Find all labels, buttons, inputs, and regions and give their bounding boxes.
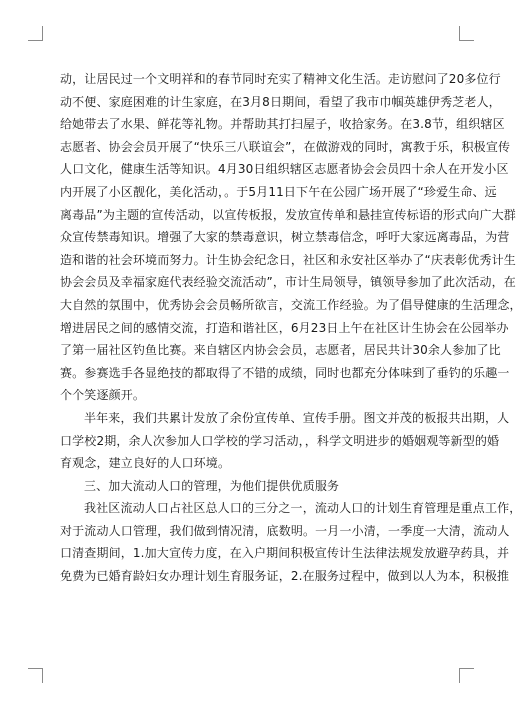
text-line: 赛。参赛选手各显绝技的都取得了不错的成绩，同时也都充分体味到了垂钓的乐趣一: [60, 365, 510, 380]
text-line: 三、加大流动人口的管理，为他们提供优质服务: [84, 478, 340, 493]
text-line: 动不便、家庭困难的计生家庭，在3月8日期间，看望了我市巾帼英雄伊秀芝老人，: [60, 94, 501, 109]
text-line: 众宣传禁毒知识。增强了大家的禁毒意识，树立禁毒信念，呼吁大家远离毒品，为营: [60, 230, 510, 245]
body-text: [60, 68, 522, 588]
text-line: 个个笑逐颜开。: [60, 388, 146, 403]
text-line: 内开展了小区靓化，美化活动，。于5月11日下午在公园广场开展了“珍爱生命、远: [60, 184, 497, 199]
text-line: 口清查期间，1.加大宣传力度，在入户期间积极宣传计生法律法规发放避孕药具，并: [60, 546, 510, 561]
text-line: 我社区流动人口占社区总人口的三分之一，流动人口的计划生育管理是重点工作，: [84, 501, 522, 516]
crop-mark-top-right: [459, 26, 474, 41]
text-line: 半年来，我们共累计发放了余份宣传单、宣传手册。图文并茂的板报共出期，人: [84, 410, 510, 425]
text-line: 增进居民之间的感情交流，打造和谐社区，6月23日上午在社区计生协会在公园举办: [60, 320, 509, 335]
text-line: 离毒品”为主题的宣传活动，以宣传板报，发放宣传单和悬挂宣传标语的形式向广大群: [60, 207, 516, 222]
text-line: 了第一届社区钓鱼比赛。来自辖区内协会会员，志愿者，居民共计30余人参加了比: [60, 343, 501, 358]
text-line: 志愿者、协会会员开展了“快乐三八联谊会”，在做游戏的同时，寓教于乐，积极宣传: [60, 139, 511, 154]
text-line: 育观念，建立良好的人口环境。: [60, 456, 231, 471]
crop-mark-top-left: [28, 26, 43, 41]
text-line: 人口文化，健康生活等知识。4月30日组织辖区志愿者协会会员四十余人在开发小区: [60, 162, 509, 177]
text-line: 动，让居民过一个文明祥和的春节同时充实了精神文化生活。走访慰问了20多位行: [60, 72, 501, 86]
crop-mark-bottom-left: [28, 668, 43, 683]
crop-mark-bottom-right: [459, 668, 474, 683]
text-line: 口学校2期，余人次参加人口学校的学习活动，，科学文明进步的婚姻观等新型的婚: [60, 433, 500, 448]
text-line: 免费为已婚育龄妇女办理计划生育服务证，2.在服务过程中，做到以人为本，积极推: [60, 569, 510, 584]
text-line: 大自然的氛围中，优秀协会会员畅所欲言，交流工作经验。为了倡导健康的生活理念，: [60, 297, 522, 312]
text-line: 造和谐的社会环境而努力。计生协会纪念日，社区和永安社区举办了“庆表彰优秀计生: [60, 252, 516, 267]
text-line: 给她带去了水果、鲜花等礼物。并帮助其打扫屋子，收拾家务。在3.8节，组织辖区: [60, 117, 505, 132]
text-line: 协会会员及幸福家庭代表经验交流活动”，市计生局领导，镇领导参加了此次活动，在: [60, 275, 516, 290]
text-line: 对于流动人口管理，我们做到情况清，底数明。一月一小清，一季度一大清，流动人: [60, 523, 510, 538]
